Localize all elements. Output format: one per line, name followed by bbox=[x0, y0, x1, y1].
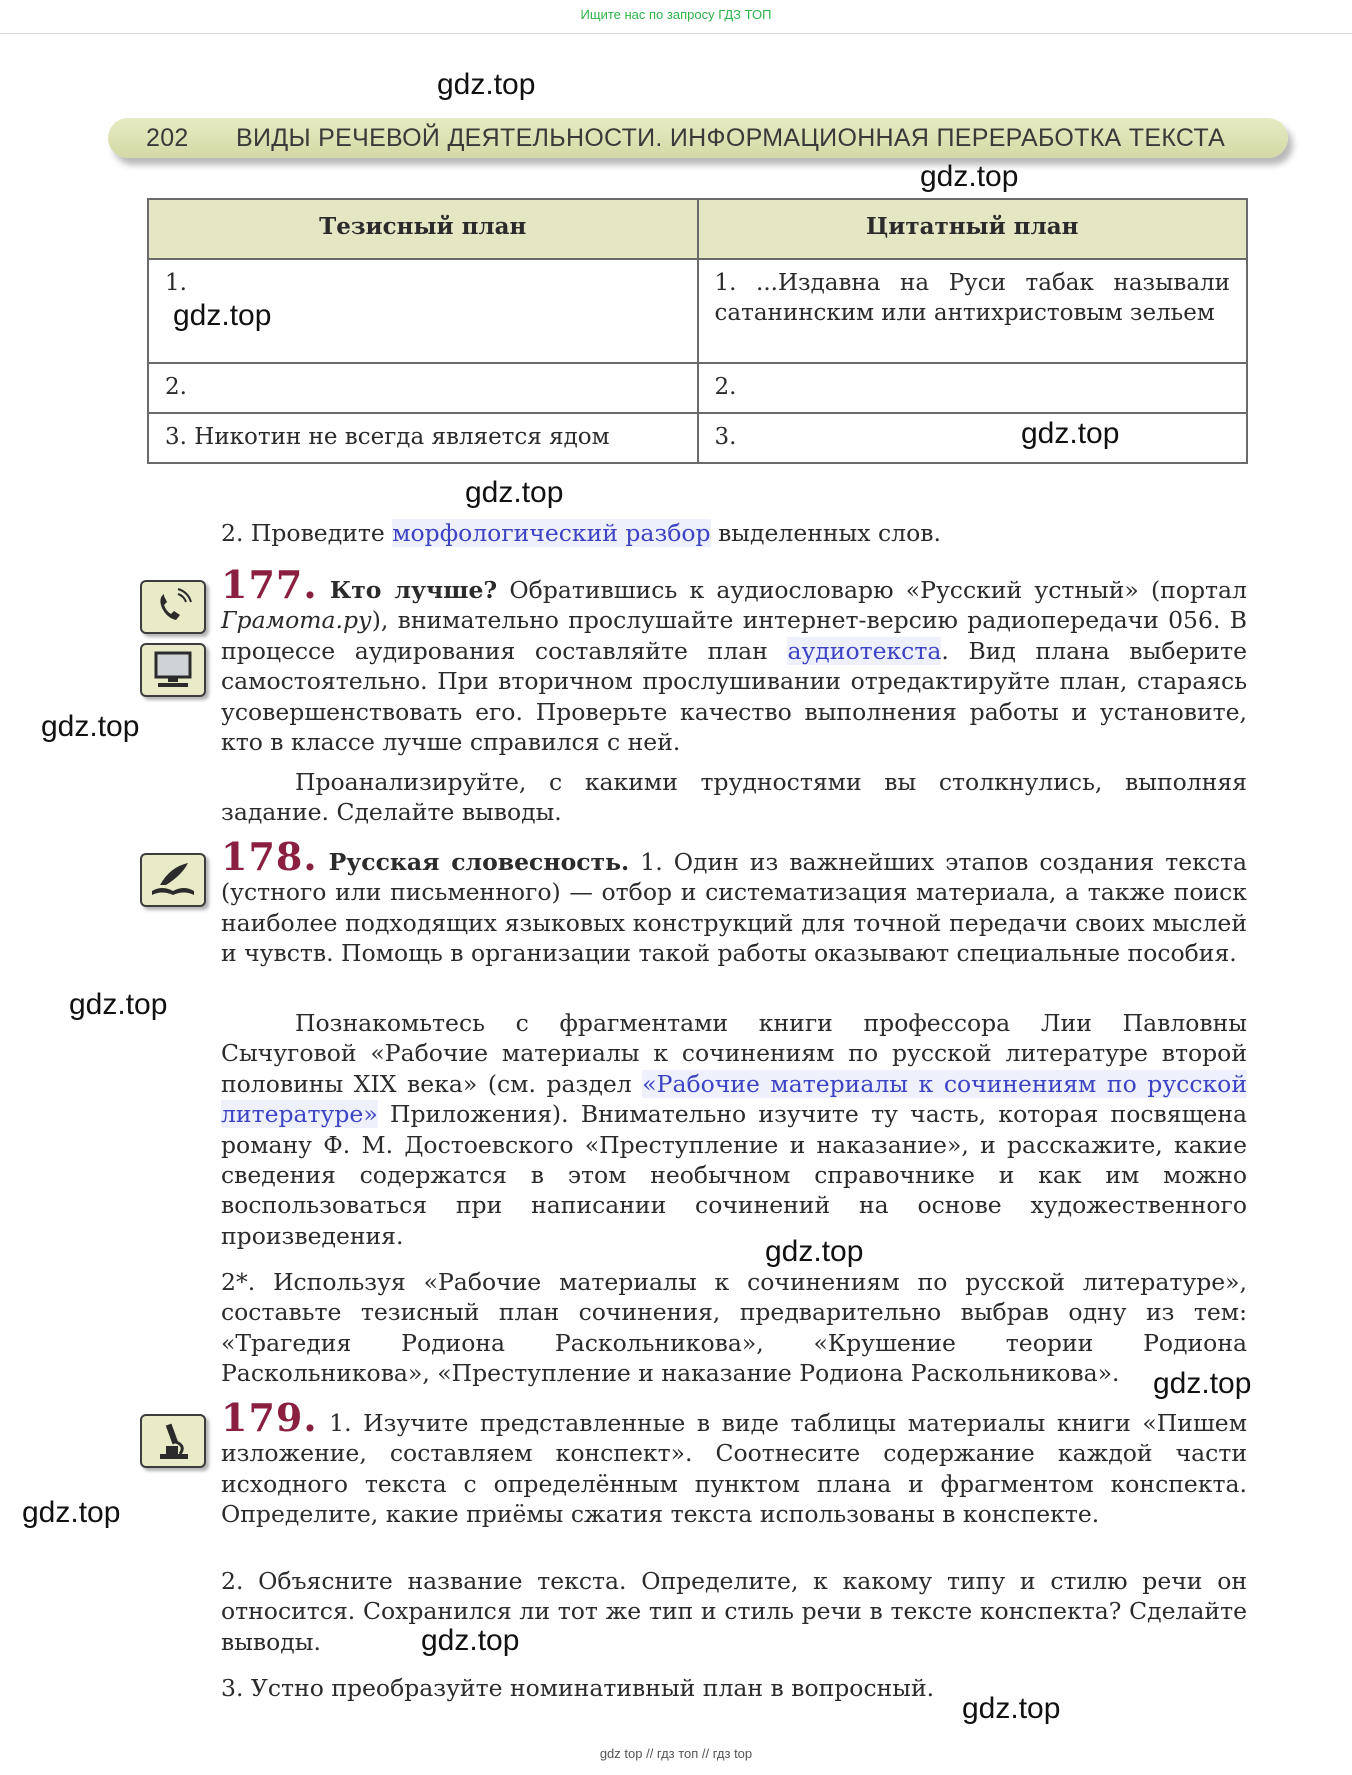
exercise-177-paragraph: Проанализируйте, с какими трудностями вы столкнулись, выполняя задание. Сделайте выводы. bbox=[221, 768, 1247, 827]
watermark: gdz.top bbox=[920, 160, 1019, 193]
table-cell: 3. bbox=[698, 413, 1248, 463]
watermark: gdz.top bbox=[22, 1496, 121, 1529]
watermark: gdz.top bbox=[465, 476, 564, 509]
table-row bbox=[148, 259, 1247, 363]
exercise-178-task-2: 2*. Используя «Рабочие материалы к сочинениям по русской литературе», составьте тезисный план сочинения, предварительно выбрав одну из тем: «Трагедия Родиона Раскольникова», «Крушение теории Родиона Раскольникова», «Преступление и наказание Родиона Раскольникова». bbox=[221, 1268, 1247, 1388]
exercise-178-text: 178. Русская словесность. 1. Один из важнейших этапов создания текста (устного или письменного) — отбор и систематизация материала, а также поиск наиболее подходящих языковых конструкций для точной передачи своих мыслей и чувств. Помощь в организации такой работы оказывают специальные пособия. bbox=[221, 834, 1247, 968]
exercise-number: 178. bbox=[221, 834, 318, 879]
watermark: gdz.top bbox=[41, 710, 140, 743]
book-quill-icon bbox=[140, 853, 206, 907]
computer-icon bbox=[140, 643, 206, 697]
table-cell: 1. bbox=[148, 259, 698, 363]
page-header bbox=[108, 118, 1288, 158]
page-number: 202 bbox=[146, 124, 189, 152]
footer-links: gdz top // гдз топ // гдз top bbox=[599, 1746, 753, 1761]
exercise-178-paragraph: Познакомьтесь с фрагментами книги профессора Лии Павловны Сычуговой «Рабочие материалы к сочинениям по русской литературе второй половины XIX века» (см. раздел «Рабочие материалы к сочинениям по русской литературе» Приложения). Внимательно изучите ту часть, которая посвящена роману Ф. М. Достоевского «Преступление и наказание», и расскажите, какие сведения содержатся в этом необычном справочнике и как им можно воспользоваться при написании сочинений на основе художественного произведения. bbox=[221, 1009, 1247, 1250]
phone-icon bbox=[140, 580, 206, 634]
watermark: gdz.top bbox=[765, 1235, 864, 1268]
microscope-icon bbox=[140, 1414, 206, 1468]
table-header-row bbox=[148, 199, 1247, 259]
audiotext-link[interactable]: аудиотекста bbox=[787, 636, 942, 665]
exercise-179-task-3: 3. Устно преобразуйте номинативный план в вопросный. bbox=[221, 1674, 935, 1702]
page-header-title: ВИДЫ РЕЧЕВОЙ ДЕЯТЕЛЬНОСТИ. ИНФОРМАЦИОННАЯ ПЕРЕРАБОТКА ТЕКСТА bbox=[236, 124, 1226, 152]
table-cell: 2. bbox=[698, 363, 1248, 413]
task-2-text: 2. Проведите морфологический разбор выделенных слов. bbox=[221, 519, 941, 547]
exercise-number: 179. bbox=[221, 1395, 318, 1440]
watermark: gdz.top bbox=[69, 988, 168, 1021]
table-header-cell: Цитатный план bbox=[698, 199, 1248, 259]
table-header-cell: Тезисный план bbox=[148, 199, 698, 259]
working-materials-link[interactable]: «Рабочие материалы к сочинениям по русской литературе» bbox=[221, 1069, 1247, 1129]
watermark: gdz.top bbox=[173, 299, 272, 332]
table-cell: 3. Никотин не всегда является ядом bbox=[148, 413, 698, 463]
table-cell: 2. bbox=[148, 363, 698, 413]
morphology-link[interactable]: морфологический разбор bbox=[392, 519, 711, 547]
watermark: gdz.top bbox=[962, 1692, 1061, 1725]
exercise-179-task-2: 2. Объясните название текста. Определите, к какому типу и стилю речи он относится. Сохранился ли тот же тип и стиль речи в тексте конспекта? Сделайте выводы. bbox=[221, 1567, 1247, 1656]
watermark: gdz.top bbox=[437, 68, 536, 101]
exercise-title: Кто лучше? bbox=[329, 576, 498, 604]
exercise-number: 177. bbox=[221, 562, 318, 607]
table-row bbox=[148, 363, 1247, 413]
top-banner: Ищите нас по запросу ГДЗ ТОП bbox=[0, 0, 1352, 34]
exercise-177-text: 177. Кто лучше? Обратившись к аудиословарю «Русский устный» (портал Грамота.ру), внимательно прослушайте интернет-версию радиопередачи 056. В процессе аудирования составляйте план аудиотекста. Вид плана выберите самостоятельно. При вторичном прослушивании отредактируйте план, стараясь усовершенствовать его. Проверьте качество выполнения работы и установите, кто в классе лучше справился с ней. bbox=[221, 562, 1247, 757]
exercise-179-text: 179. 1. Изучите представленные в виде таблицы материалы книги «Пишем изложение, составляем конспект». Соотнесите содержание каждой части исходного текста с определённым пунктом плана и фрагментом конспекта. Определите, какие приёмы сжатия текста использованы в конспекте. bbox=[221, 1395, 1247, 1529]
table-cell: 1. ...Издавна на Руси табак называли сатанинским или антихристовым зельем bbox=[698, 259, 1248, 363]
watermark: gdz.top bbox=[1021, 417, 1120, 450]
watermark: gdz.top bbox=[421, 1624, 520, 1657]
watermark: gdz.top bbox=[1153, 1367, 1252, 1400]
exercise-title: Русская словесность. bbox=[328, 848, 630, 876]
